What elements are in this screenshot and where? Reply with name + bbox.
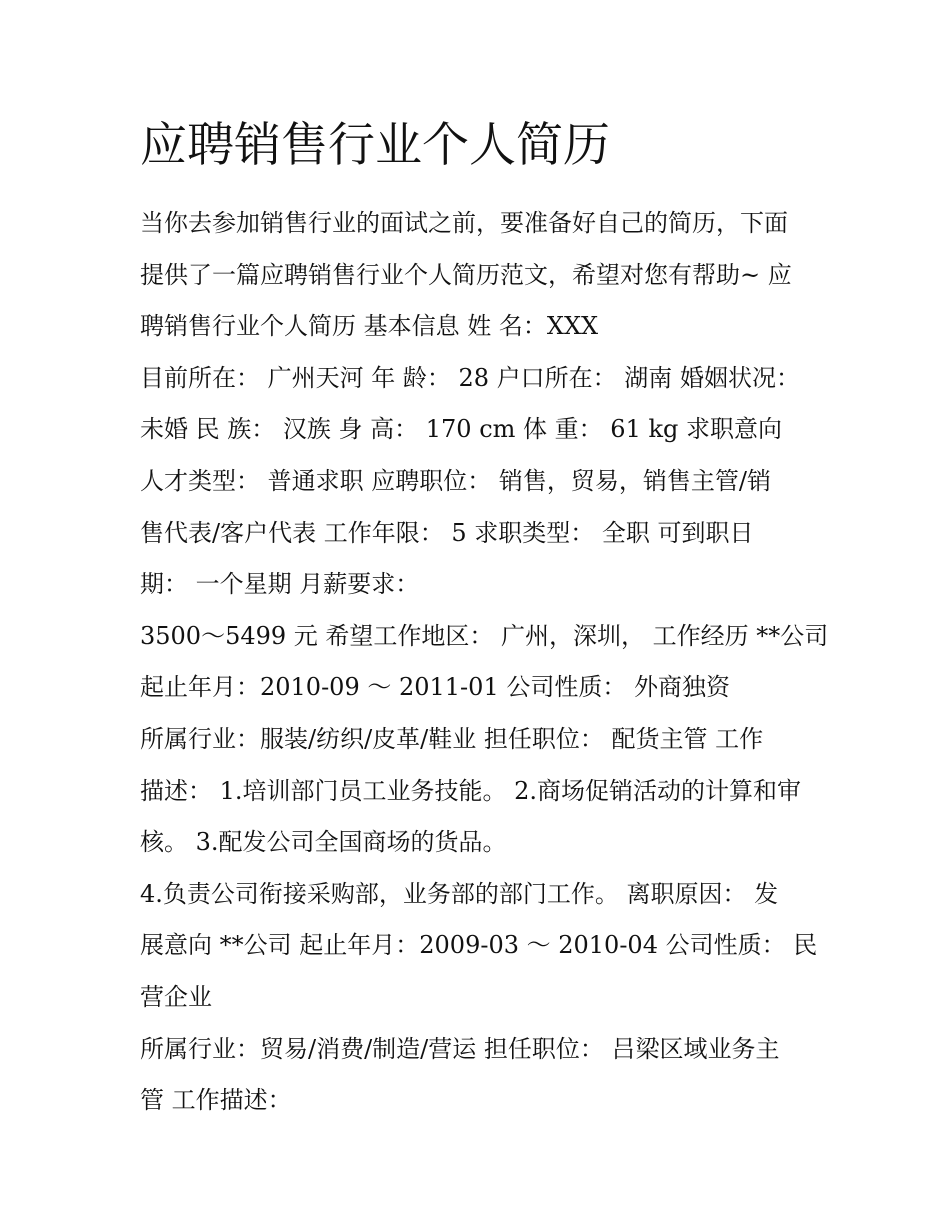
text-line: 展意向 **公司 起止年月：2009-03 ～ 2010-04 公司性质： 民 bbox=[140, 931, 818, 960]
text-line: 未婚 民 族： 汉族 身 高： 170 cm 体 重： 61 kg 求职意向 bbox=[140, 415, 782, 444]
page-title: 应聘销售行业个人简历 bbox=[140, 118, 610, 173]
text-line: 当你去参加销售行业的面试之前，要准备好自己的简历，下面 bbox=[140, 209, 788, 237]
text-line: 所属行业：服装/纺织/皮革/鞋业 担任职位： 配货主管 工作 bbox=[140, 724, 764, 753]
text-line: 售代表/客户代表 工作年限： 5 求职类型： 全职 可到职日 bbox=[140, 518, 754, 547]
text-line: 提供了一篇应聘销售行业个人简历范文，希望对您有帮助~ 应 bbox=[140, 260, 792, 289]
text-line: 聘销售行业个人简历 基本信息 姓 名：XXX bbox=[140, 312, 599, 341]
text-line: 描述： 1.培训部门员工业务技能。 2.商场促销活动的计算和审 bbox=[140, 776, 802, 805]
text-line: 目前所在： 广州天河 年 龄： 28 户口所在： 湖南 婚姻状况： bbox=[140, 363, 800, 392]
text-line: 管 工作描述： bbox=[140, 1086, 292, 1115]
text-line: 3500～5499 元 希望工作地区： 广州，深圳， 工作经历 **公司 bbox=[140, 621, 829, 650]
text-line: 4.负责公司衔接采购部，业务部的部门工作。 离职原因： 发 bbox=[140, 879, 779, 908]
resume-body bbox=[140, 198, 830, 1127]
text-line: 人才类型： 普通求职 应聘职位： 销售，贸易，销售主管/销 bbox=[140, 466, 771, 495]
text-line: 营企业 bbox=[140, 982, 212, 1011]
text-line: 核。 3.配发公司全国商场的货品。 bbox=[140, 828, 507, 857]
text-line: 期： 一个星期 月薪要求： bbox=[140, 570, 420, 599]
text-line: 所属行业：贸易/消费/制造/营运 担任职位： 吕梁区域业务主 bbox=[140, 1034, 780, 1063]
text-line: 起止年月：2010-09 ～ 2011-01 公司性质： 外商独资 bbox=[140, 673, 730, 702]
